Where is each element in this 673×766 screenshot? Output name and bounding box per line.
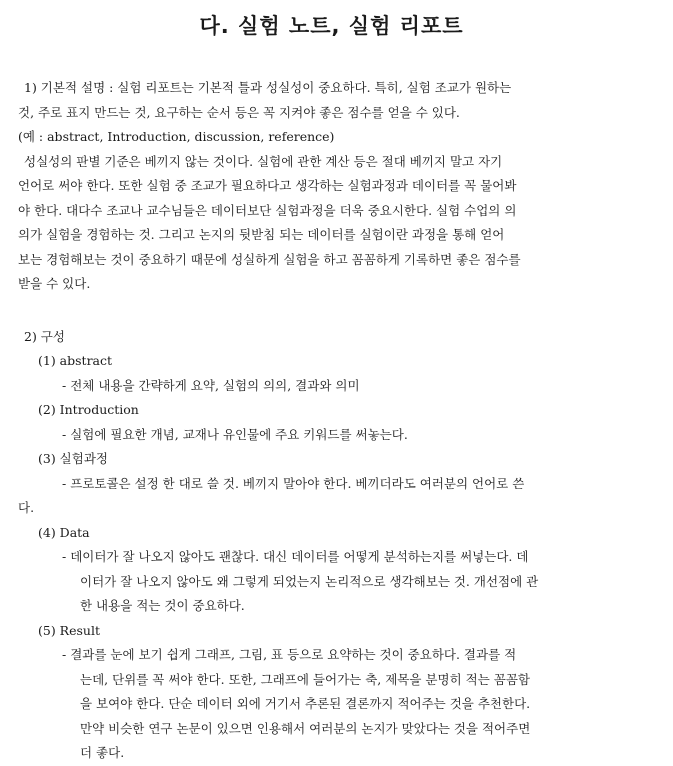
- section-heading: 2) 구성: [24, 328, 65, 344]
- item-label-introduction: (2) Introduction: [38, 402, 139, 417]
- item-description: - 프로토콜은 설정 한 대로 쓸 것. 베끼지 말아야 한다. 베끼더라도 여러분의 언어로 쓴: [62, 475, 525, 491]
- item-label-abstract: (1) abstract: [38, 353, 113, 368]
- paragraph-line: 받을 수 있다.: [18, 276, 91, 291]
- item-description: - 전체 내용을 간략하게 요약, 실험의 의의, 결과와 의미: [62, 377, 360, 393]
- section-structure: [18, 325, 645, 766]
- item-description: - 데이터가 잘 나오지 않아도 괜찮다. 대신 데이터를 어떻게 분석하는지를 써넣는다. 데: [62, 549, 529, 564]
- paragraph-line: 보는 경험해보는 것이 중요하기 때문에 성실하게 실험을 하고 꼼꼼하게 기록하면 좋은 점수를: [18, 251, 521, 267]
- item-description: 이터가 잘 나오지 않아도 왜 그렇게 되었는지 논리적으로 생각해보는 것. 개선점에 관: [80, 573, 539, 589]
- paragraph-line: 의가 실험을 경험하는 것. 그리고 논지의 뒷받침 되는 데이터를 실험이란 과정을 통해 얻어: [18, 227, 505, 242]
- item-description: 만약 비슷한 연구 논문이 있으면 인용해서 여러분의 논지가 맞았다는 것을 적어주면: [80, 720, 531, 736]
- item-label-data: (4) Data: [38, 524, 90, 540]
- item-description: 을 보여야 한다. 단순 데이터 외에 거기서 추론된 결론까지 적어주는 것을 추천한다.: [80, 696, 531, 711]
- item-description: 더 좋다.: [80, 745, 125, 760]
- paragraph-line: 야 한다. 대다수 조교나 교수님들은 데이터보단 실험과정을 더욱 중요시한다. 실험 수업의 의: [18, 202, 517, 218]
- item-description: - 결과를 눈에 보기 쉽게 그래프, 그림, 표 등으로 요약하는 것이 중요하다. 결과를 적: [62, 647, 517, 662]
- paragraph-line: 성실성의 판별 기준은 베끼지 않는 것이다. 실험에 관한 계산 등은 절대 베끼지 말고 자기: [24, 153, 503, 169]
- item-description-overflow: 다.: [18, 500, 35, 515]
- page-title: 다. 실험 노트, 실험 리포트: [199, 14, 464, 38]
- section-basic-explanation: [18, 76, 645, 297]
- item-description: 는데, 단위를 꼭 써야 한다. 또한, 그래프에 들어가는 축, 제목을 분명히 적는 꼼꼼함: [80, 671, 530, 687]
- item-label-procedure: (3) 실험과정: [38, 451, 108, 466]
- item-description: - 실험에 필요한 개념, 교재나 유인물에 주요 키워드를 써놓는다.: [62, 426, 408, 442]
- paragraph-line: (예 : abstract, Introduction, discussion, reference): [18, 129, 335, 144]
- paragraph-line: 것, 주로 표지 만드는 것, 요구하는 순서 등은 꼭 지켜야 좋은 점수를 얻을 수 있다.: [18, 104, 460, 120]
- paragraph-line: 언어로 써야 한다. 또한 실험 중 조교가 필요하다고 생각하는 실험과정과 데이터를 꼭 물어봐: [18, 178, 517, 193]
- item-description: 한 내용을 적는 것이 중요하다.: [80, 598, 245, 613]
- paragraph-line: 1) 기본적 설명 : 실험 리포트는 기본적 틀과 성실성이 중요하다. 특히, 실험 조교가 원하는: [24, 80, 512, 95]
- item-label-result: (5) Result: [38, 622, 100, 638]
